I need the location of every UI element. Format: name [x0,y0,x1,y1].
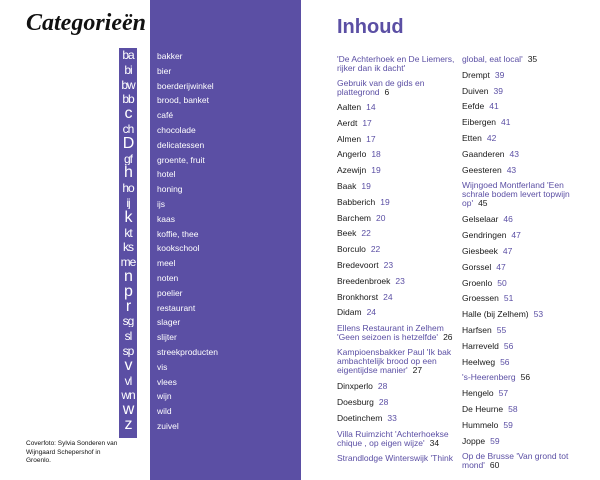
toc-entry-page: 20 [376,212,386,223]
toc-entry [337,348,457,375]
toc-entry-label: Gaanderen [462,148,505,159]
toc-entry [462,71,582,80]
toc-entry-page: 27 [412,365,423,376]
toc-entry-label: Doesburg [337,397,374,407]
toc-entry-page: 43 [509,148,520,159]
toc-entry [462,326,582,335]
category-item: streekproducten [157,347,218,357]
toc-entry-page: 35 [527,54,538,64]
toc-entry-page: 6 [384,87,390,97]
toc-entry-label: De Heurne [462,404,504,414]
category-code: bi [124,63,132,76]
toc-entry [337,198,457,207]
category-item: wild [157,406,172,417]
category-item: delicatessen [157,139,205,150]
toc-entry-label: Giesbeek [462,246,498,256]
category-code: bw [121,78,135,91]
toc-entry-page: 59 [490,435,500,446]
category-code: gf [123,152,132,165]
toc-entry-page: 39 [494,69,505,80]
toc-entry-label: Aerdt [337,117,358,128]
toc-entry [462,102,582,111]
toc-entry-page: 47 [496,261,506,272]
toc-entry [462,358,582,367]
toc-entry-label: Didam [337,307,362,318]
category-item: kookschool [157,243,200,254]
toc-entry [462,215,582,224]
toc-entry-page: 28 [377,381,388,392]
category-item: zuivel [157,421,179,431]
category-item: café [157,110,174,121]
category-item: bier [157,65,172,76]
category-item: wijn [157,391,172,402]
toc-entry-page: 17 [362,117,372,128]
category-code: kt [124,226,132,239]
category-item: slager [157,317,181,328]
toc-entry-label: Duiven [462,85,489,96]
toc-entry-label: Beek [337,228,357,239]
toc-entry-label: Halle (bij Zelhem) [462,309,529,320]
toc-entry-label: global, eat local' [462,54,523,64]
category-item: slijter [157,332,177,343]
toc-entry-label: Joppe [462,435,486,446]
toc-entry-label: Etten [462,133,482,143]
toc-entry-label: Op de Brusse 'Van grond tot mond' [462,451,569,471]
toc-entry [462,166,582,175]
toc-entry [337,103,457,112]
category-code: sl [124,330,132,343]
category-item: restaurant [157,302,196,313]
category-codes-strip [119,48,137,438]
category-code: ks [123,241,133,254]
toc-entry-page: 23 [395,275,405,286]
category-item: brood, banket [157,95,209,106]
toc-entry [462,373,582,382]
category-code: D [122,135,134,152]
toc-entry [462,87,582,96]
category-code: w [122,402,134,419]
toc-entry-page: 34 [429,437,440,448]
toc-entry-label: Baak [337,181,357,191]
category-code: me [120,256,136,269]
toc-entry-page: 18 [371,149,381,160]
category-code: ba [122,48,134,61]
toc-entry [462,437,582,446]
toc-entry [337,430,457,448]
category-item: vis [157,361,168,372]
toc-entry-label: Borculo [337,244,366,255]
toc-entry [337,454,457,463]
toc-entry-page: 19 [380,196,390,207]
category-item: noten [157,273,179,283]
category-code: r [125,298,131,315]
toc-entry [337,55,457,73]
toc-entry-page: 51 [503,293,514,304]
toc-entry-label: Hummelo [462,419,499,430]
toc-entry-page: 58 [508,404,518,414]
toc-entry [337,277,457,286]
toc-entry [462,134,582,143]
toc-entry-label: Azewijn [337,165,367,176]
toc-entry [462,405,582,414]
toc-entry-label: Aalten [337,102,362,112]
toc-entry [462,342,582,351]
toc-entry-page: 39 [493,85,503,96]
cover-photo-credit: Coverfoto: Sylvia Sonderen van Wijngaard Schepershof in Groenlo. [26,440,118,464]
toc-entry-page: 22 [361,228,371,239]
toc-entry-label: Angerlo [337,149,367,160]
toc-entry-label: Harfsen [462,325,492,335]
category-code: ij [126,196,130,209]
toc-entry-label: Gendringen [462,230,507,241]
toc-entry [337,182,457,191]
toc-entry [337,414,457,423]
toc-entry-page: 26 [443,332,453,343]
toc-entry [337,229,457,238]
toc-entry [337,214,457,223]
category-code: k [124,209,132,226]
toc-entry [462,55,582,64]
toc-entry [337,119,457,128]
category-code: sp [122,344,134,357]
toc-entry [337,261,457,270]
toc-entry [337,166,457,175]
toc-entry-page: 47 [502,246,513,256]
category-code: p [124,283,132,300]
toc-entry [337,150,457,159]
toc-entry [462,181,582,208]
toc-entry [462,118,582,127]
category-code: sg [122,315,134,328]
category-item: groente, fruit [157,154,205,165]
toc-entry [337,135,457,144]
toc-entry-page: 22 [370,244,381,255]
toc-entry [462,310,582,319]
category-item: honing [157,184,183,195]
toc-entry-page: 46 [503,214,513,225]
toc-entry-page: 50 [497,277,507,288]
toc-entry [462,389,582,398]
category-item: poelier [157,287,183,298]
toc-entry [337,398,457,407]
toc-entry [337,382,457,391]
toc-entry-label: Ellens Restaurant in Zelhem 'Geen seizoen is hetzelfde' [337,323,444,343]
category-code: v [124,357,132,374]
toc-entry [462,263,582,272]
toc-entry [462,247,582,256]
toc-entry-page: 60 [489,460,500,471]
toc-entry [462,294,582,303]
category-item: koffie, thee [157,228,199,239]
toc-entry-label: 'De Achterhoek en De Liemers, rijker dan ik dacht' [337,54,455,73]
toc-entry-label: Kampioensbakker Paul 'Ik bak ambachtelijk brood op een eigentijdse manier' [337,347,452,376]
category-item: vlees [157,376,177,387]
toc-entry-label: Hengelo [462,388,494,399]
toc-entry-page: 24 [366,307,377,318]
toc-entry-label: Geesteren [462,164,502,175]
toc-entry-page: 42 [486,133,497,143]
toc-entry-label: Gebruik van de gids en plattegrond [337,78,425,97]
toc-entry [462,279,582,288]
toc-entry-label: Dinxperlo [337,381,373,392]
toc-entry-label: Groenlo [462,277,493,288]
toc-entry-label: Doetinchem [337,412,383,423]
toc-entry-page: 28 [378,397,389,407]
toc-entry-page: 56 [503,340,514,351]
toc-entry [462,421,582,430]
toc-entry-label: Bronkhorst [337,291,379,302]
category-code: wn [121,389,135,402]
categories-title: Categorieën [26,10,146,36]
toc-entry-page: 57 [498,388,509,399]
toc-entry-label: Barchem [337,212,372,223]
toc-entry-label: 's-Heerenberg [462,372,516,383]
toc-entry [337,293,457,302]
toc-entry-page: 33 [387,412,397,423]
toc-entry-label: Groessen [462,293,499,304]
toc-entry [337,79,457,97]
toc-entry-page: 23 [383,260,394,270]
toc-entry-label: Gorssel [462,261,492,272]
toc-entry-page: 41 [501,117,511,128]
toc-entry [337,324,457,342]
toc-entry [462,452,582,470]
category-item: hotel [157,169,176,180]
toc-entry-page: 56 [500,356,510,367]
toc-entry-page: 47 [511,230,521,241]
category-item: ijs [157,199,166,209]
toc-entry-page: 45 [478,198,488,209]
toc-entry-page: 55 [496,325,507,335]
toc-entry-label: Wijngoed Montferland 'Een schrale bodem levert topwijn op' [462,180,570,209]
toc-entry-page: 19 [371,165,381,176]
toc-entry-label: Bredevoort [337,260,379,270]
toc-entry-label: Eefde [462,101,485,112]
toc-entry-label: Drempt [462,69,490,80]
toc-entry-page: 56 [520,372,531,383]
category-code: bb [122,93,134,106]
category-code: z [124,416,132,433]
toc-entry [462,150,582,159]
toc-entry [337,245,457,254]
category-code: n [124,268,132,285]
category-item: kaas [157,213,175,224]
toc-entry-label: Eibergen [462,117,497,128]
toc-entry-label: Breedenbroek [337,275,391,286]
toc-entry-label: Gelselaar [462,214,499,225]
category-item: chocolade [157,125,196,135]
toc-entry-label: Strandlodge Winterswijk 'Think [337,452,453,463]
toc-entry-page: 19 [361,181,371,191]
category-item: bakker [157,51,183,61]
toc-entry-page: 41 [489,101,499,112]
toc-entry-page: 24 [383,291,393,302]
toc-entry-label: Almen [337,133,362,144]
toc-entry [462,231,582,240]
toc-entry [337,308,457,317]
category-item: meel [157,258,176,269]
toc-entry-page: 53 [533,309,544,320]
toc-entry-page: 43 [506,164,517,175]
category-code: ho [122,182,134,195]
toc-entry-label: Heelweg [462,356,496,367]
toc-entry-page: 17 [366,133,376,144]
category-code: h [124,165,132,182]
contents-title: Inhoud [337,16,404,38]
toc-entry-label: Villa Ruimzicht 'Achterhoekse chique , op eigen wijze' [337,428,449,448]
toc-entry-label: Babberich [337,196,376,207]
category-code: c [124,106,132,123]
category-code: ch [122,122,134,135]
toc-entry-label: Harreveld [462,340,499,351]
toc-entry-page: 59 [503,419,513,430]
category-code: vl [124,374,132,387]
category-item: boerderijwinkel [157,80,214,91]
toc-entry-page: 14 [366,102,376,112]
